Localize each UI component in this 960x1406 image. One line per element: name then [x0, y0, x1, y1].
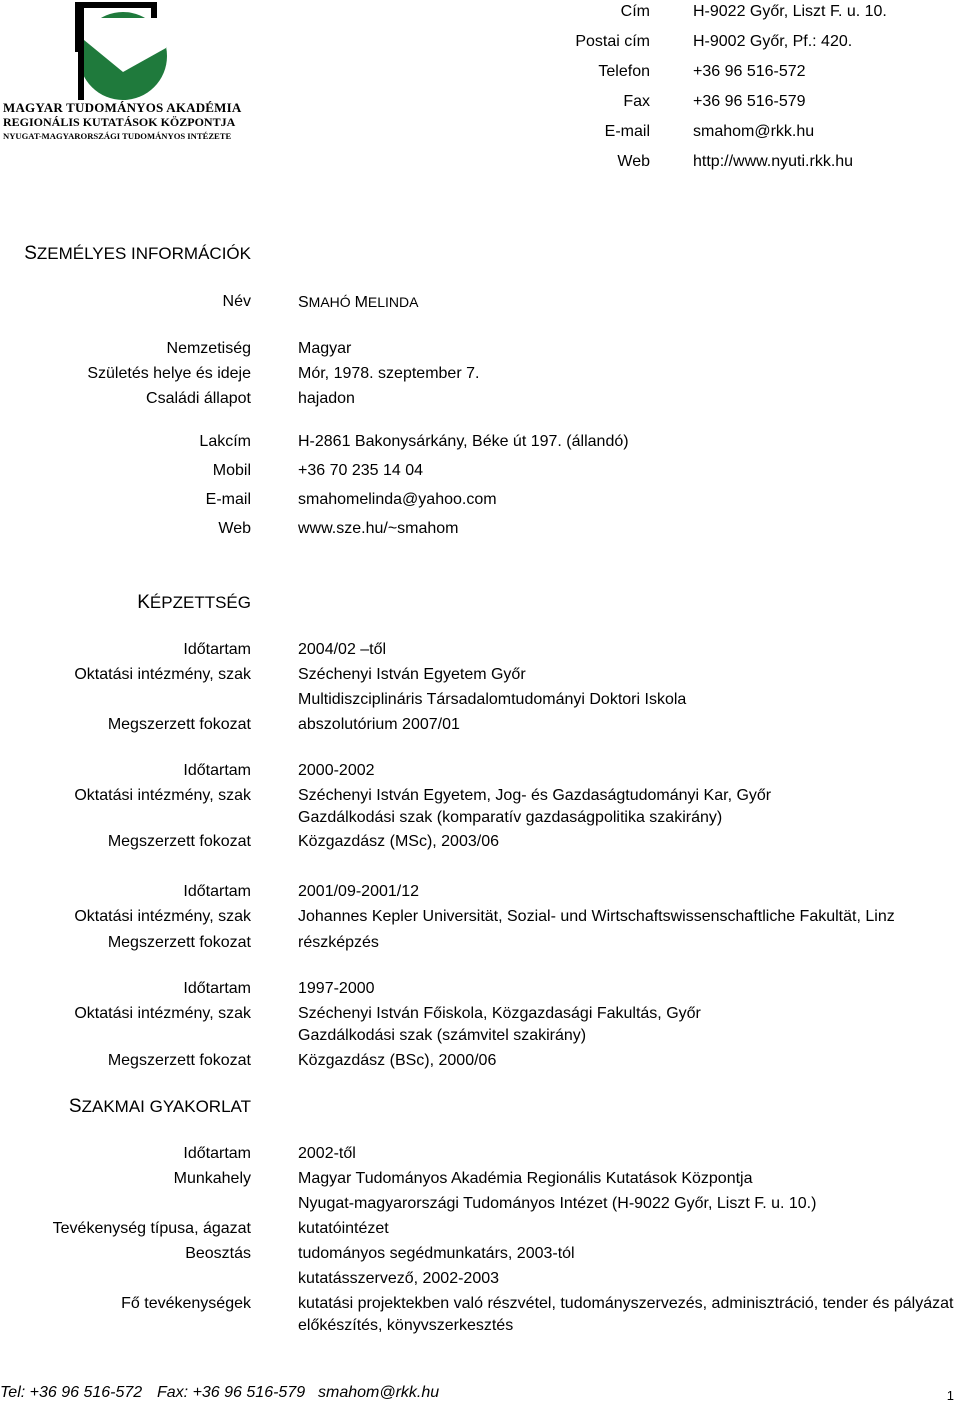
edu-3-degree: részképzés — [298, 934, 379, 951]
header-value-postal: H-9002 Győr, Pf.: 420. — [693, 33, 853, 50]
section-title-experience: SZAKMAI GYAKORLAT — [68, 1096, 251, 1117]
label-email: E-mail — [205, 491, 251, 508]
header-label-fax: Fax — [623, 93, 650, 110]
logo-line-3: NYUGAT-MAGYARORSZÁGI TUDOMÁNYOS INTÉZETE — [3, 131, 232, 141]
label-name: Név — [222, 293, 251, 310]
exp-period-label: Időtartam — [183, 1145, 251, 1162]
exp-period: 2002-től — [298, 1145, 356, 1162]
exp-main-line-2: előkészítés, könyvszerkesztés — [298, 1317, 514, 1334]
edu-3-inst-line-1: Johannes Kepler Universität, Sozial- und Wirtschaftswissenschaftliche Fakultät, Linz — [298, 908, 895, 925]
value-birth: Mór, 1978. szeptember 7. — [298, 365, 480, 382]
edu-4-inst-label: Oktatási intézmény, szak — [74, 1005, 251, 1022]
value-mobile: +36 70 235 14 04 — [298, 462, 424, 479]
exp-type-label: Tevékenység típusa, ágazat — [52, 1220, 251, 1237]
exp-position-line-2: kutatásszervező, 2002-2003 — [298, 1270, 500, 1287]
edu-1-period-label: Időtartam — [183, 641, 251, 658]
edu-4-inst-line-2: Gazdálkodási szak (számvitel szakirány) — [298, 1027, 587, 1044]
footer-fax: Fax: +36 96 516-579 — [157, 1384, 306, 1401]
value-residence: H-2861 Bakonysárkány, Béke út 197. (állandó) — [298, 433, 629, 450]
value-name: SMAHÓ MELINDA — [298, 294, 419, 311]
header-label-phone: Telefon — [598, 63, 650, 80]
section-title-personal: SZEMÉLYES INFORMÁCIÓK — [24, 243, 251, 264]
edu-1-inst-label: Oktatási intézmény, szak — [74, 666, 251, 683]
label-marital: Családi állapot — [146, 390, 251, 407]
edu-3-inst-label: Oktatási intézmény, szak — [74, 908, 251, 925]
logo-line-2: REGIONÁLIS KUTATÁSOK KÖZPONTJA — [3, 115, 236, 129]
logo-line-1: MAGYAR TUDOMÁNYOS AKADÉMIA — [3, 100, 242, 115]
edu-2-period: 2000-2002 — [298, 762, 375, 779]
exp-workplace-label: Munkahely — [173, 1170, 251, 1187]
edu-4-period-label: Időtartam — [183, 980, 251, 997]
edu-2-degree-label: Megszerzett fokozat — [107, 833, 251, 850]
exp-position-line-1: tudományos segédmunkatárs, 2003-tól — [298, 1245, 575, 1262]
label-birth: Születés helye és ideje — [87, 365, 251, 382]
institute-logo — [0, 0, 250, 141]
exp-type: kutatóintézet — [298, 1220, 389, 1237]
edu-3-period-label: Időtartam — [183, 883, 251, 900]
header-value-fax: +36 96 516-579 — [693, 93, 806, 110]
footer-phone: Tel: +36 96 516-572 — [0, 1384, 143, 1401]
edu-4-inst-line-1: Széchenyi István Főiskola, Közgazdasági Fakultás, Győr — [298, 1005, 701, 1022]
edu-2-inst-line-1: Széchenyi István Egyetem, Jog- és Gazdaságtudományi Kar, Győr — [298, 787, 772, 804]
footer-page-number: 1 — [946, 1388, 954, 1403]
exp-main-label: Fő tevékenységek — [121, 1295, 251, 1312]
edu-4-degree: Közgazdász (BSc), 2000/06 — [298, 1052, 497, 1069]
footer-email[interactable]: smahom@rkk.hu — [318, 1384, 440, 1401]
value-nationality: Magyar — [298, 340, 352, 357]
edu-3-period: 2001/09-2001/12 — [298, 883, 419, 900]
edu-2-inst-label: Oktatási intézmény, szak — [74, 787, 251, 804]
edu-1-degree: abszolutórium 2007/01 — [298, 716, 460, 733]
header-value-address: H-9022 Győr, Liszt F. u. 10. — [693, 3, 887, 20]
edu-2-period-label: Időtartam — [183, 762, 251, 779]
header-label-address: Cím — [620, 3, 650, 20]
label-web: Web — [218, 520, 251, 537]
edu-4-degree-label: Megszerzett fokozat — [107, 1052, 251, 1069]
header-label-postal: Postai cím — [575, 33, 650, 50]
header-label-email: E-mail — [604, 123, 650, 140]
edu-1-period: 2004/02 –től — [298, 641, 387, 658]
header-value-phone: +36 96 516-572 — [693, 63, 806, 80]
header-value-email[interactable]: smahom@rkk.hu — [693, 123, 815, 140]
edu-3-degree-label: Megszerzett fokozat — [107, 934, 251, 951]
edu-4-period: 1997-2000 — [298, 980, 375, 997]
exp-workplace-line-2: Nyugat-magyarországi Tudományos Intézet (H-9022 Győr, Liszt F. u. 10.) — [298, 1195, 817, 1212]
exp-position-label: Beosztás — [185, 1245, 251, 1262]
label-residence: Lakcím — [199, 433, 251, 450]
label-mobile: Mobil — [212, 462, 251, 479]
edu-1-inst-line-1: Széchenyi István Egyetem Győr — [298, 666, 526, 683]
label-nationality: Nemzetiség — [166, 340, 251, 357]
edu-1-degree-label: Megszerzett fokozat — [107, 716, 251, 733]
section-title-education: KÉPZETTSÉG — [137, 592, 251, 613]
value-email[interactable]: smahomelinda@yahoo.com — [298, 491, 497, 508]
header-label-web: Web — [617, 153, 650, 170]
edu-2-degree: Közgazdász (MSc), 2003/06 — [298, 833, 499, 850]
edu-2-inst-line-2: Gazdálkodási szak (komparatív gazdaságpolitika szakirány) — [298, 809, 723, 826]
edu-1-inst-line-2: Multidiszciplináris Társadalomtudományi Doktori Iskola — [298, 691, 687, 708]
value-web[interactable]: www.sze.hu/~smahom — [298, 520, 459, 537]
value-marital: hajadon — [298, 390, 355, 407]
exp-main-line-1: kutatási projektekben való részvétel, tudományszervezés, adminisztráció, tender és pályázat — [298, 1295, 954, 1312]
header-value-web[interactable]: http://www.nyuti.rkk.hu — [693, 153, 854, 170]
exp-workplace-line-1: Magyar Tudományos Akadémia Regionális Kutatások Központja — [298, 1170, 753, 1187]
